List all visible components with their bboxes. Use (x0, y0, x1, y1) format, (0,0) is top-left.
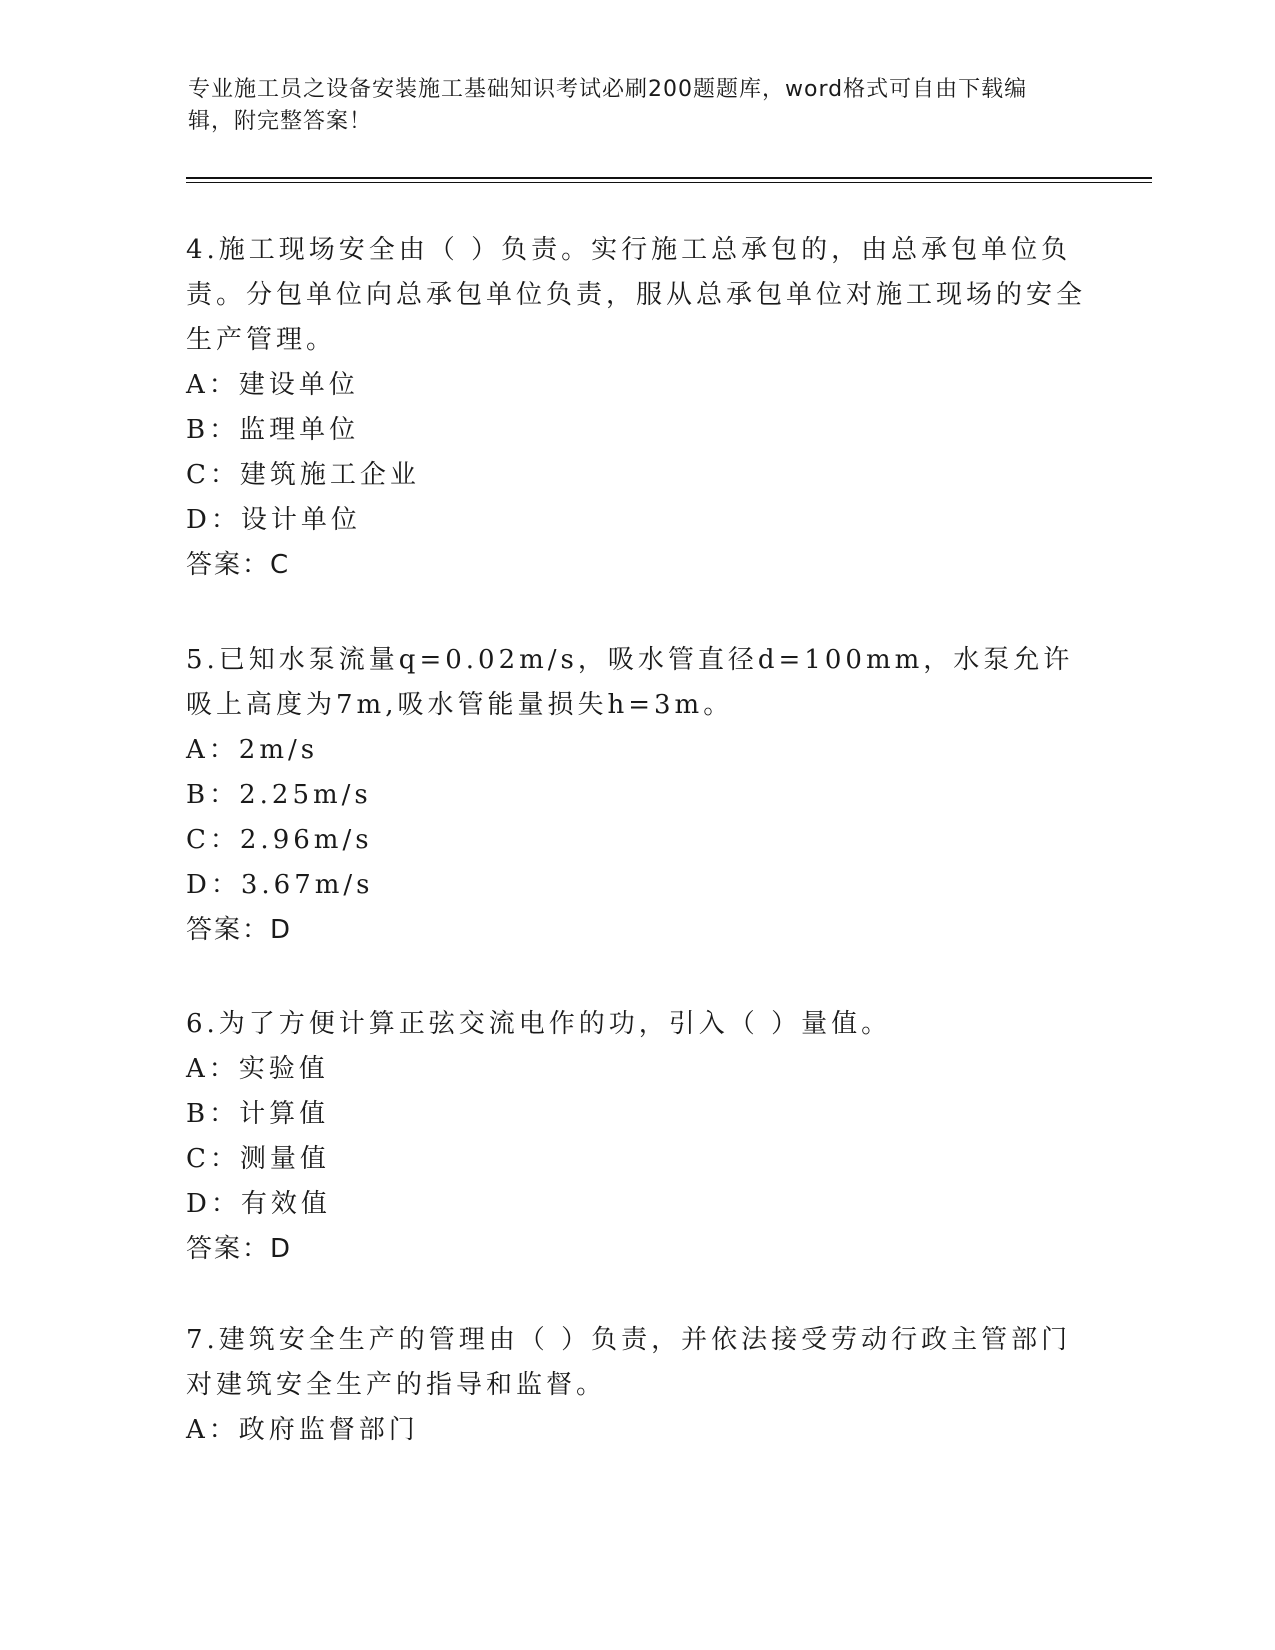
option-a: A：建设单位 (186, 370, 359, 400)
option-b: B：监理单位 (186, 415, 360, 445)
option-a: A：实验值 (186, 1054, 329, 1084)
header-divider-thin (186, 182, 1152, 183)
option-d: D：有效值 (186, 1189, 331, 1219)
question-stem: 4.施工现场安全由（ ）负责。实行施工总承包的，由总承包单位负责。分包单位向总承包单位负责，服从总承包单位对施工现场的安全生产管理。 (186, 235, 1087, 355)
option-b: B：计算值 (186, 1099, 330, 1129)
question-stem: 7.建筑安全生产的管理由（ ）负责，并依法接受劳动行政主管部门对建筑安全生产的指导和监督。 (186, 1325, 1072, 1400)
option-d: D：设计单位 (186, 505, 361, 535)
option-a: A：2m/s (186, 735, 319, 765)
option-b: B：2.25m/s (186, 780, 372, 810)
question-5 (186, 638, 1086, 953)
answer: 答案：D (186, 1234, 293, 1264)
question-4 (186, 228, 1086, 588)
question-stem: 6.为了方便计算正弦交流电作的功，引入（ ）量值。 (186, 1009, 892, 1039)
option-c: C：测量值 (186, 1144, 330, 1174)
question-6 (186, 1002, 1086, 1272)
option-c: C：建筑施工企业 (186, 460, 420, 490)
document-header: 专业施工员之设备安装施工基础知识考试必刷200题题库，word格式可自由下载编辑，附完整答案！ (188, 77, 1028, 134)
header-divider (186, 177, 1152, 179)
option-c: C：2.96m/s (186, 825, 373, 855)
option-a: A：政府监督部门 (186, 1415, 419, 1445)
answer: 答案：C (186, 550, 291, 580)
question-stem: 5.已知水泵流量q=0.02m/s，吸水管直径d=100mm，水泵允许吸上高度为7m,吸水管能量损失h=3m。 (186, 645, 1074, 720)
answer: 答案：D (186, 915, 293, 945)
question-7 (186, 1318, 1086, 1453)
option-d: D：3.67m/s (186, 870, 374, 900)
